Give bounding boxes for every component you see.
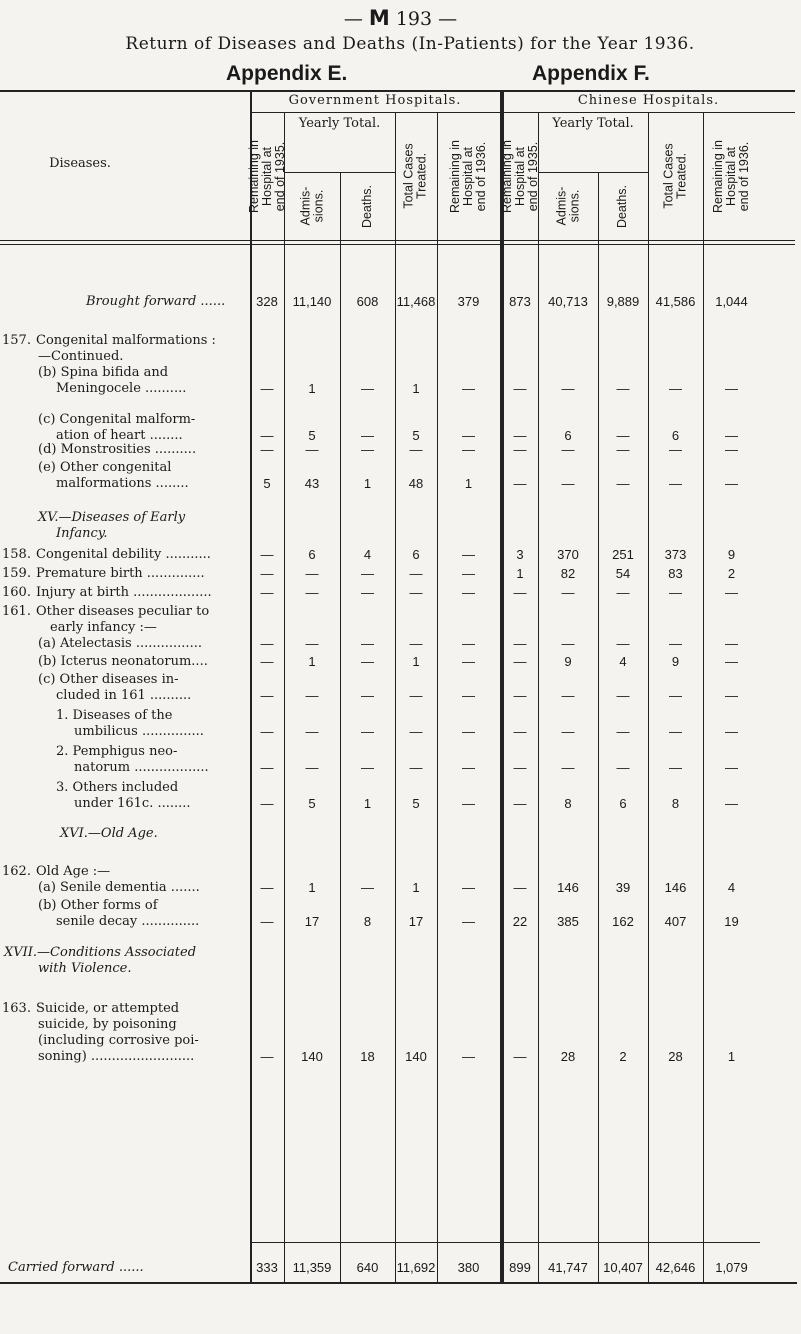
cell-value: 5 <box>412 428 420 443</box>
row-label <box>38 442 196 457</box>
cell-value: 8 <box>564 796 572 811</box>
cell-value: — <box>361 880 374 895</box>
appendix-f-label: Appendix F. <box>532 62 650 85</box>
cell-value: — <box>462 585 475 600</box>
cell-value: 6 <box>671 428 680 443</box>
cell-value: 608 <box>356 294 379 309</box>
cell-value: 4 <box>727 880 736 895</box>
row-label <box>38 898 158 913</box>
cell-value: — <box>462 442 475 457</box>
yearly-total-header: Yearly Total. <box>552 116 634 131</box>
row-number: 159. <box>2 566 31 581</box>
cell-value: — <box>260 566 274 581</box>
row-label <box>50 620 157 635</box>
cell-value: — <box>409 636 423 651</box>
cell-value: 873 <box>509 294 531 309</box>
page-number-header: — M 193 — <box>343 6 458 30</box>
rule-header-bottom <box>0 240 795 241</box>
row-label <box>60 826 158 841</box>
cell-value: 162 <box>612 914 634 929</box>
row-label <box>56 476 189 491</box>
row-label <box>2 1001 179 1016</box>
cell-value: — <box>305 566 319 581</box>
cell-value: 640 <box>356 1260 379 1275</box>
cell-value: — <box>561 760 575 775</box>
row-label <box>38 349 123 364</box>
cell-value: — <box>561 381 575 396</box>
cell-value: 41,586 <box>655 294 696 309</box>
cell-value: 1,079 <box>715 1260 748 1275</box>
cell-value: 5 <box>412 796 420 811</box>
row-text: 1. Diseases of the <box>56 708 173 723</box>
government-hospitals-header: Government Hospitals. <box>288 93 462 108</box>
cell-value: — <box>409 724 423 739</box>
cell-value: — <box>513 381 527 396</box>
rule-yearly-chi <box>538 172 648 173</box>
cell-value: 2 <box>619 1049 627 1064</box>
row-text: (b) Icterus neonatorum.... <box>38 654 208 669</box>
cell-value: 8 <box>671 796 680 811</box>
cell-value: — <box>513 636 527 651</box>
row-text: cluded in 161 .......... <box>56 688 192 703</box>
cell-value: 9,889 <box>606 294 640 309</box>
cell-value: — <box>669 381 682 396</box>
row-text: with Violence. <box>38 961 132 976</box>
row-text: Congenital malformations : <box>36 333 216 348</box>
row-text: (b) Spina bifida and <box>38 365 169 380</box>
admissions-header: Admis- sions. <box>298 186 325 226</box>
cell-value: — <box>305 585 319 600</box>
cell-value: 6 <box>564 428 572 443</box>
row-text: (a) Senile dementia ....... <box>38 880 200 895</box>
row-text: —Continued. <box>38 349 124 364</box>
cell-value: — <box>513 428 527 443</box>
row-label <box>74 796 191 811</box>
row-text: XVI.—Old Age. <box>60 826 158 841</box>
cell-value: — <box>616 636 630 651</box>
cell-value: 4 <box>363 547 372 562</box>
cell-value: — <box>513 1049 527 1064</box>
cell-value: 1 <box>363 796 372 811</box>
row-label <box>56 381 186 396</box>
row-label <box>56 780 178 795</box>
cell-value: — <box>305 688 319 703</box>
cell-value: — <box>361 381 374 396</box>
cell-value: — <box>513 654 527 669</box>
cell-value: — <box>616 428 630 443</box>
cell-value: 22 <box>512 914 528 929</box>
cell-value: 40,713 <box>548 294 588 309</box>
row-text: 2. Pemphigus neo- <box>56 744 178 759</box>
diseases-header: Diseases. <box>49 156 111 171</box>
cell-value: — <box>513 796 527 811</box>
cell-value: — <box>260 585 274 600</box>
cell-value: — <box>409 585 423 600</box>
cell-value: — <box>462 381 475 396</box>
cell-value: — <box>260 381 274 396</box>
row-text: (including corrosive poi- <box>38 1033 199 1048</box>
row-label <box>2 585 212 600</box>
remaining-1935-header: Remaining in Hospital at end of 1935. <box>499 139 540 213</box>
row-label <box>38 1033 199 1048</box>
page-mark: M <box>368 6 390 30</box>
row-label <box>38 672 179 687</box>
cell-value: 251 <box>612 547 634 562</box>
cell-value: 6 <box>412 547 420 562</box>
cell-value: 2 <box>727 566 736 581</box>
row-number: 163. <box>2 1001 31 1016</box>
cell-value: — <box>513 880 527 895</box>
row-label <box>86 294 225 309</box>
cell-value: — <box>725 585 738 600</box>
cell-value: — <box>462 636 475 651</box>
cell-value: 1,044 <box>715 294 748 309</box>
cell-value: — <box>260 547 274 562</box>
cell-value: — <box>462 724 475 739</box>
cell-value: — <box>260 654 274 669</box>
column-rule <box>250 90 252 1282</box>
cell-value: — <box>462 566 475 581</box>
cell-value: 899 <box>509 1260 531 1275</box>
row-text: Infancy. <box>56 526 108 541</box>
cell-value: — <box>561 724 575 739</box>
row-label <box>56 526 107 541</box>
cell-value: — <box>669 636 682 651</box>
cell-value: 11,140 <box>292 294 332 309</box>
row-label <box>2 333 216 348</box>
cell-value: — <box>462 760 475 775</box>
cell-value: — <box>260 636 274 651</box>
cell-value: 1 <box>412 880 420 895</box>
row-text: Carried forward ...... <box>8 1260 144 1275</box>
row-text: Old Age :— <box>36 864 111 879</box>
cell-value: 48 <box>408 476 424 491</box>
row-text: Other diseases peculiar to <box>36 604 210 619</box>
row-text: suicide, by poisoning <box>38 1017 177 1032</box>
row-label <box>2 864 110 879</box>
cell-value: 9 <box>671 654 680 669</box>
cell-value: — <box>305 442 319 457</box>
row-text: natorum .................. <box>74 760 209 775</box>
cell-value: — <box>513 476 527 491</box>
cell-value: 370 <box>557 547 579 562</box>
remaining-1936-header: Remaining in Hospital at end of 1936. <box>711 139 751 213</box>
cell-value: — <box>409 442 423 457</box>
cell-value: — <box>361 442 374 457</box>
cell-value: — <box>561 585 575 600</box>
cell-value: — <box>361 636 374 651</box>
cell-value: — <box>669 476 682 491</box>
remaining-1935-header: Remaining in Hospital at end of 1935. <box>246 139 287 213</box>
chinese-hospitals-header: Chinese Hospitals. <box>577 93 720 108</box>
row-text: (c) Congenital malform- <box>38 412 196 427</box>
cell-value: 11,468 <box>396 294 436 309</box>
cell-value: — <box>616 724 630 739</box>
cell-value: — <box>260 796 274 811</box>
cell-value: — <box>513 442 527 457</box>
cell-value: — <box>725 442 738 457</box>
cell-value: — <box>725 476 738 491</box>
row-number: 157. <box>2 333 31 348</box>
cell-value: 17 <box>408 914 424 929</box>
document-title: Return of Diseases and Deaths (In-Patients) for the Year 1936. <box>125 34 695 54</box>
row-label <box>56 428 183 443</box>
cell-value: — <box>462 688 475 703</box>
cell-value: — <box>260 688 274 703</box>
row-label <box>56 688 191 703</box>
row-label <box>56 914 199 929</box>
row-text: XV.—Diseases of Early <box>38 510 186 525</box>
cell-value: 3 <box>516 547 524 562</box>
cell-value: — <box>513 760 527 775</box>
cell-value: — <box>616 760 630 775</box>
cell-value: 11,692 <box>396 1260 436 1275</box>
row-label <box>38 880 200 895</box>
cell-value: — <box>361 566 374 581</box>
cell-value: — <box>561 636 575 651</box>
cell-value: 82 <box>560 566 576 581</box>
row-label <box>2 604 209 619</box>
cell-value: — <box>260 914 274 929</box>
cell-value: 6 <box>619 796 627 811</box>
row-text: (d) Monstrosities .......... <box>38 442 197 457</box>
cell-value: — <box>616 381 630 396</box>
cell-value: — <box>260 442 274 457</box>
cell-value: 9 <box>564 654 572 669</box>
cell-value: 5 <box>308 428 316 443</box>
cell-value: — <box>462 880 475 895</box>
cell-value: — <box>669 585 682 600</box>
cell-value: 18 <box>360 1049 375 1064</box>
row-text: early infancy :— <box>50 620 157 635</box>
cell-value: — <box>616 442 630 457</box>
cell-value: 11,359 <box>292 1260 332 1275</box>
cell-value: — <box>561 688 575 703</box>
row-text: Congenital debility ........... <box>36 547 211 562</box>
cell-value: 380 <box>457 1260 480 1275</box>
cell-value: — <box>305 636 319 651</box>
cell-value: — <box>669 724 682 739</box>
cell-value: 1 <box>308 880 316 895</box>
cell-value: — <box>725 654 738 669</box>
cell-value: 1 <box>727 1049 736 1064</box>
rule-bottom <box>0 1282 797 1284</box>
cell-value: — <box>616 476 630 491</box>
cell-value: — <box>361 724 374 739</box>
row-text: XVII.—Conditions Associated <box>4 945 197 960</box>
cell-value: 407 <box>664 914 687 929</box>
cell-value: — <box>513 724 527 739</box>
cell-value: 5 <box>263 476 271 491</box>
cell-value: — <box>361 654 374 669</box>
row-label <box>38 460 171 475</box>
row-label <box>56 744 177 759</box>
returns-table <box>0 90 801 1300</box>
cell-value: 54 <box>615 566 631 581</box>
row-label <box>38 1017 177 1032</box>
cell-value: 28 <box>560 1049 576 1064</box>
row-label <box>8 1260 144 1275</box>
cell-value: — <box>260 880 274 895</box>
cell-value: 373 <box>664 547 687 562</box>
total-cases-header: Total Cases Treated. <box>402 143 429 209</box>
cell-value: — <box>561 442 575 457</box>
cell-value: 1 <box>464 476 473 491</box>
cell-value: — <box>616 688 630 703</box>
row-label <box>56 708 172 723</box>
cell-value: — <box>725 688 738 703</box>
cell-value: 17 <box>304 914 320 929</box>
deaths-header: Deaths. <box>360 184 374 228</box>
row-label <box>38 636 202 651</box>
cell-value: 4 <box>619 654 627 669</box>
row-number: 160. <box>2 585 31 600</box>
cell-value: — <box>260 760 274 775</box>
cell-value: — <box>616 585 630 600</box>
cell-value: — <box>725 428 738 443</box>
row-text: (e) Other congenital <box>38 460 172 475</box>
cell-value: — <box>305 724 319 739</box>
row-text: (a) Atelectasis ................ <box>38 636 202 651</box>
cell-value: — <box>462 914 475 929</box>
cell-value: — <box>361 585 374 600</box>
column-rule <box>502 90 504 1282</box>
cell-value: — <box>409 688 423 703</box>
cell-value: 146 <box>557 880 579 895</box>
cell-value: 41,747 <box>548 1260 588 1275</box>
cell-value: 1 <box>412 654 420 669</box>
row-number: 161. <box>2 604 31 619</box>
cell-value: — <box>361 760 374 775</box>
cell-value: 140 <box>405 1049 427 1064</box>
cell-value: — <box>462 796 475 811</box>
cell-value: — <box>513 585 527 600</box>
cell-value: 140 <box>301 1049 323 1064</box>
cell-value: 42,646 <box>655 1260 696 1275</box>
cell-value: 379 <box>457 294 480 309</box>
row-number: 162. <box>2 864 31 879</box>
row-text: 3. Others included <box>56 780 179 795</box>
rule-header-bottom2 <box>0 244 795 245</box>
row-text: Premature birth .............. <box>36 566 205 581</box>
admissions-header: Admis- sions. <box>554 186 581 226</box>
cell-value: — <box>669 442 682 457</box>
row-text: (c) Other diseases in- <box>38 672 179 687</box>
yearly-total-header: Yearly Total. <box>298 116 381 131</box>
cell-value: 28 <box>668 1049 683 1064</box>
row-text: umbilicus ............... <box>74 724 204 739</box>
rule-top <box>0 90 795 92</box>
cell-value: — <box>725 636 738 651</box>
cell-value: — <box>725 724 738 739</box>
cell-value: 1 <box>308 381 316 396</box>
cell-value: 9 <box>727 547 736 562</box>
deaths-header: Deaths. <box>615 184 630 228</box>
cell-value: 1 <box>363 476 372 491</box>
cell-value: 5 <box>308 796 316 811</box>
cell-value: 328 <box>256 294 278 309</box>
cell-value: — <box>669 760 682 775</box>
row-text: senile decay .............. <box>56 914 200 929</box>
cell-value: 1 <box>412 381 420 396</box>
row-label <box>38 412 195 427</box>
row-label <box>38 365 168 380</box>
cell-value: — <box>260 1049 274 1064</box>
cell-value: — <box>361 428 374 443</box>
row-text: Brought forward ...... <box>86 294 226 309</box>
cell-value: 1 <box>516 566 524 581</box>
cell-value: — <box>669 688 682 703</box>
cell-value: 8 <box>363 914 372 929</box>
row-label <box>4 945 196 960</box>
row-text: Suicide, or attempted <box>36 1001 180 1016</box>
cell-value: 39 <box>615 880 631 895</box>
cell-value: 43 <box>304 476 320 491</box>
row-label <box>2 547 211 562</box>
row-text: soning) ......................... <box>38 1049 195 1064</box>
cell-value: 1 <box>308 654 316 669</box>
appendix-e-label: Appendix E. <box>226 62 348 85</box>
cell-value: — <box>260 428 274 443</box>
cell-value: — <box>260 724 274 739</box>
row-label <box>2 566 205 581</box>
cell-value: 19 <box>724 914 739 929</box>
row-label <box>38 1049 194 1064</box>
row-text: Injury at birth ................... <box>36 585 212 600</box>
rule-total <box>250 1242 760 1243</box>
cell-value: 333 <box>256 1260 278 1275</box>
cell-value: 6 <box>308 547 316 562</box>
row-label <box>38 654 208 669</box>
row-text: ation of heart ........ <box>56 428 183 443</box>
cell-value: — <box>462 547 475 562</box>
row-label <box>74 724 204 739</box>
cell-value: — <box>462 1049 475 1064</box>
cell-value: 83 <box>668 566 683 581</box>
row-label <box>38 961 132 976</box>
cell-value: — <box>561 476 575 491</box>
cell-value: — <box>462 428 475 443</box>
row-label <box>74 760 209 775</box>
cell-value: — <box>409 566 423 581</box>
cell-value: 385 <box>557 914 579 929</box>
row-text: Meningocele .......... <box>56 381 187 396</box>
row-text: (b) Other forms of <box>38 898 158 913</box>
row-text: under 161c. ........ <box>74 796 191 811</box>
row-number: 158. <box>2 547 31 562</box>
cell-value: — <box>725 796 738 811</box>
cell-value: — <box>725 760 738 775</box>
cell-value: 146 <box>664 880 687 895</box>
total-cases-header: Total Cases Treated. <box>661 143 689 209</box>
cell-value: — <box>305 760 319 775</box>
cell-value: — <box>361 688 374 703</box>
cell-value: — <box>725 381 738 396</box>
cell-value: — <box>462 654 475 669</box>
remaining-1936-header: Remaining in Hospital at end of 1936. <box>448 139 488 213</box>
cell-value: 10,407 <box>603 1260 643 1275</box>
row-text: malformations ........ <box>56 476 189 491</box>
row-label <box>38 510 185 525</box>
rule-group-gov <box>250 112 500 113</box>
cell-value: — <box>409 760 423 775</box>
cell-value: — <box>513 688 527 703</box>
